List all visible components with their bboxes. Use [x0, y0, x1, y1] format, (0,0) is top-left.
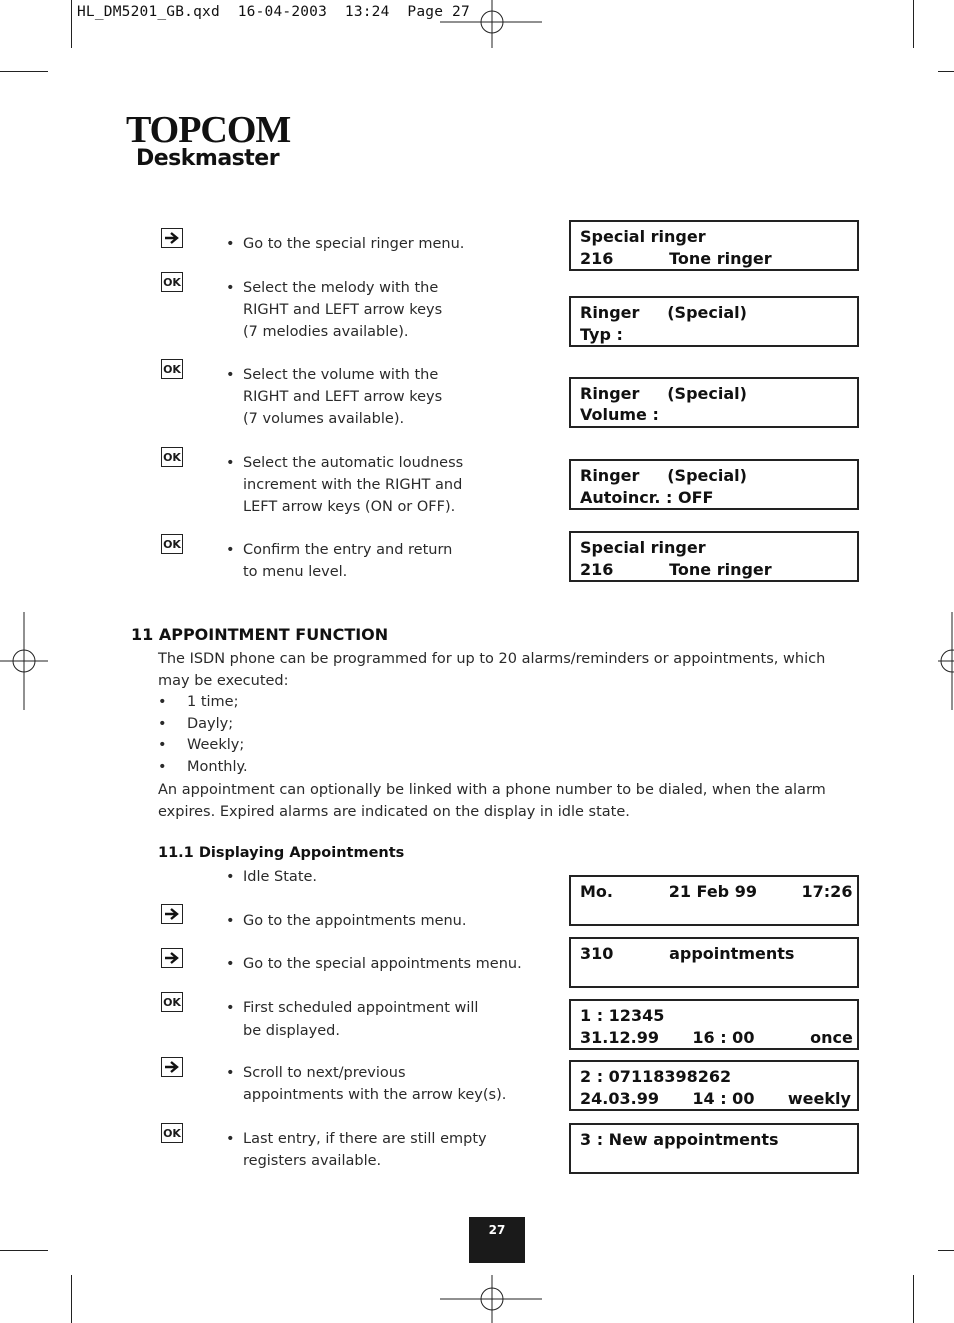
section-heading: 11 APPOINTMENT FUNCTION: [131, 625, 389, 644]
ok-key-icon: OK: [161, 447, 183, 467]
crop-mark: [71, 0, 72, 48]
section-note: An appointment can optionally be linked with a phone number to be dialed, when the alarm expires. Expired alarms are indicated on the display in idle state.: [158, 782, 826, 820]
bullet: •: [226, 1000, 235, 1016]
lcd-display: [569, 1060, 859, 1111]
bullet: •: [226, 913, 235, 929]
list-item: [158, 692, 248, 714]
topcom-logo: TOPCOM: [126, 109, 291, 151]
lcd-line-1: Mo. 21 Feb 99 17:26: [580, 882, 853, 901]
ok-key-icon: OK: [161, 992, 183, 1012]
step-text: Select the melody with the RIGHT and LEFT arrow keys (7 melodies available).: [243, 280, 443, 340]
lcd-line-1: Special ringer: [580, 538, 706, 557]
registration-mark-icon: [440, 1275, 542, 1323]
right-arrow-key-icon: [161, 948, 183, 968]
lcd-line-1: 310 appointments: [580, 944, 795, 963]
step-text: Go to the special ringer menu.: [243, 236, 465, 252]
bullet: •: [226, 280, 235, 296]
crop-mark: [913, 1275, 914, 1323]
list-item-text: 1 time;: [187, 694, 239, 710]
registration-mark-icon: [440, 0, 542, 48]
lcd-display: [569, 875, 859, 926]
step-text: Scroll to next/previous appointments with the arrow key(s).: [243, 1065, 507, 1103]
bullet: •: [226, 367, 235, 383]
registration-mark-icon: [0, 612, 48, 710]
ok-key-icon: OK: [161, 1123, 183, 1143]
step-text: Select the automatic loudness increment with the RIGHT and LEFT arrow keys (ON or OFF).: [243, 455, 464, 515]
lcd-line-1: 3 : New appointments: [580, 1130, 779, 1149]
list-item-text: Monthly.: [187, 759, 248, 776]
options-list: [158, 692, 248, 779]
brand-logo: [126, 109, 291, 171]
lcd-display: [569, 999, 859, 1050]
lcd-display: [569, 459, 859, 510]
registration-mark-icon: [938, 612, 954, 710]
right-arrow-key-icon: [161, 228, 183, 248]
lcd-line-2: 31.12.99 16 : 00 once: [580, 1028, 853, 1047]
bullet: •: [226, 869, 235, 885]
page-number: 27: [469, 1217, 525, 1263]
lcd-line-1: Ringer (Special): [580, 466, 747, 485]
step-text: First scheduled appointment will be displayed.: [243, 1000, 479, 1039]
list-item: [158, 757, 248, 779]
lcd-line-2: Autoincr. : OFF: [580, 488, 714, 507]
step-text: Last entry, if there are still empty registers available.: [243, 1131, 487, 1169]
section-intro: The ISDN phone can be programmed for up to 20 alarms/reminders or appointments, which may be executed:: [158, 651, 826, 689]
right-arrow-key-icon: [161, 904, 183, 924]
lcd-display: [569, 296, 859, 347]
bullet: •: [158, 759, 167, 776]
bullet: •: [226, 542, 235, 558]
crop-mark: [0, 1250, 48, 1251]
ok-key-icon: OK: [161, 272, 183, 292]
crop-mark: [938, 1250, 954, 1251]
lcd-line-1: Ringer (Special): [580, 384, 747, 403]
crop-mark: [0, 71, 48, 72]
list-item-text: Weekly;: [187, 737, 245, 754]
list-item-text: Dayly;: [187, 715, 234, 732]
crop-mark: [913, 0, 914, 48]
crop-mark: [71, 1275, 72, 1323]
lcd-line-2: 24.03.99 14 : 00 weekly: [580, 1089, 851, 1108]
ok-key-icon: OK: [161, 359, 183, 379]
print-slug: HL_DM5201_GB.qxd 16-04-2003 13:24 Page 27: [77, 4, 470, 20]
bullet: •: [158, 694, 167, 710]
list-item: [158, 714, 248, 736]
lcd-display: [569, 1123, 859, 1174]
lcd-display: [569, 937, 859, 988]
lcd-display: [569, 377, 859, 428]
lcd-line-2: 216 Tone ringer: [580, 560, 772, 579]
product-name: Deskmaster: [136, 146, 280, 171]
lcd-line-1: Ringer (Special): [580, 303, 747, 322]
bullet: •: [226, 455, 235, 471]
lcd-line-2: Volume :: [580, 405, 659, 424]
right-arrow-key-icon: [161, 1057, 183, 1077]
bullet: •: [226, 1131, 235, 1147]
ok-key-icon: OK: [161, 534, 183, 554]
bullet: •: [158, 737, 167, 754]
step-text: Confirm the entry and return to menu level.: [243, 542, 453, 580]
lcd-display: [569, 531, 859, 582]
lcd-line-1: Special ringer: [580, 227, 706, 246]
bullet: •: [226, 236, 235, 252]
subsection-heading: 11.1 Displaying Appointments: [158, 845, 405, 861]
list-item: [158, 735, 248, 757]
step-text: Go to the appointments menu.: [243, 913, 467, 929]
bullet: •: [226, 956, 235, 972]
bullet: •: [226, 1065, 235, 1081]
lcd-line-1: 1 : 12345: [580, 1006, 665, 1025]
step-text: Select the volume with the RIGHT and LEFT arrow keys (7 volumes available).: [243, 367, 443, 427]
crop-mark: [938, 71, 954, 72]
bullet: •: [158, 715, 167, 732]
step-text: Idle State.: [243, 869, 318, 885]
step-text: Go to the special appointments menu.: [243, 956, 522, 972]
lcd-line-2: Typ :: [580, 325, 623, 344]
lcd-display: [569, 220, 859, 271]
lcd-line-1: 2 : 07118398262: [580, 1067, 732, 1086]
lcd-line-2: 216 Tone ringer: [580, 249, 772, 268]
